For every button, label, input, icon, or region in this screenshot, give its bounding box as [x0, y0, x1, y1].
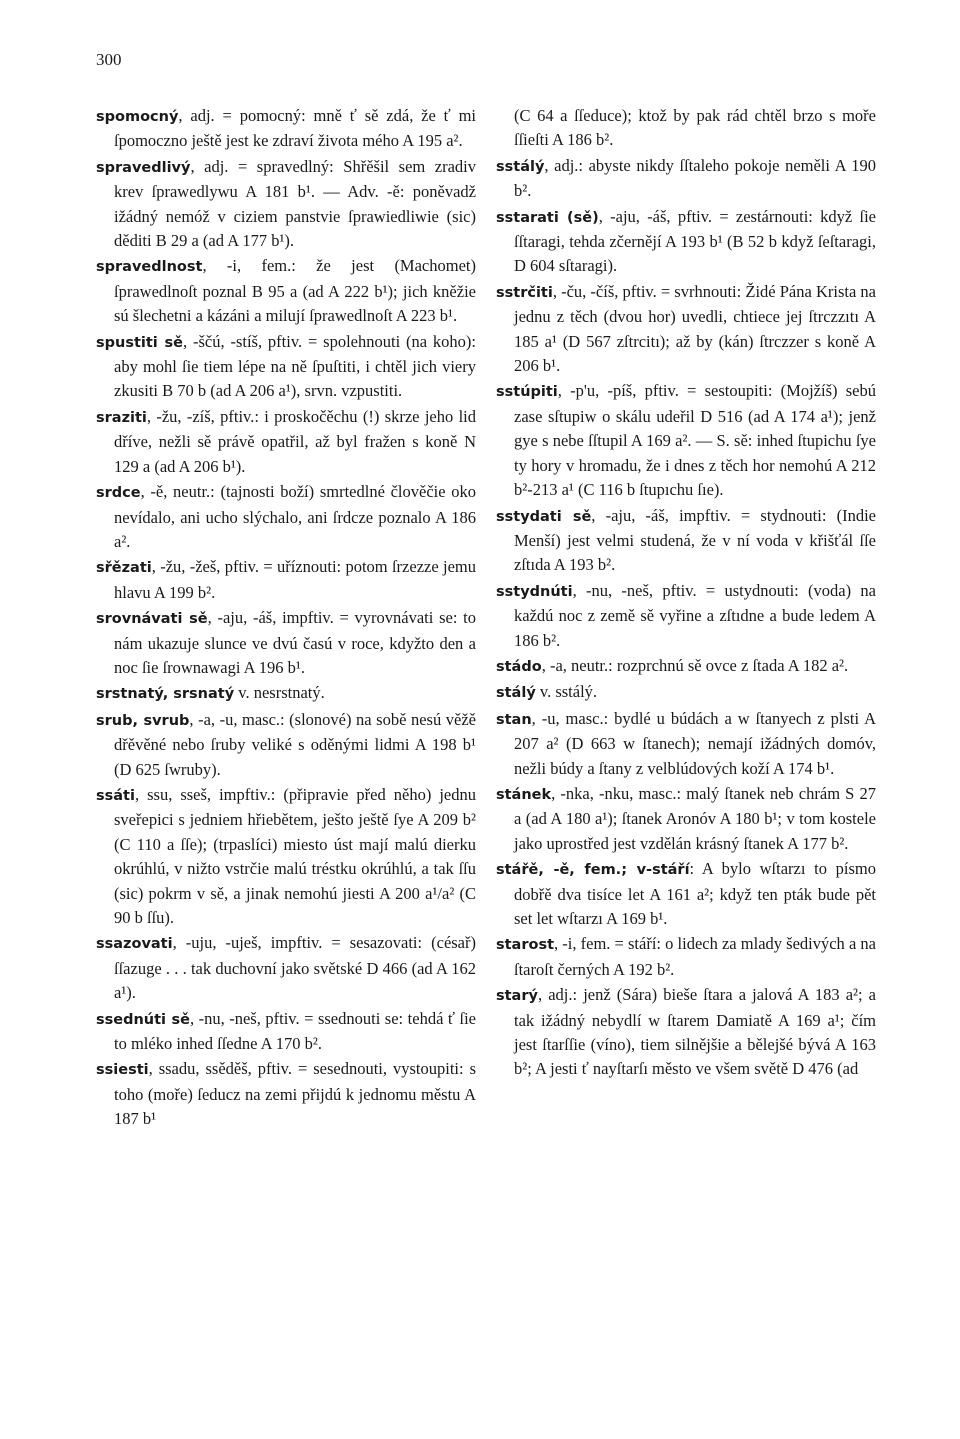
entry-body: (C 64 a ſſeduce); ktož by pak rád chtěl brzo s moře ſſieſti A 186 b².	[514, 106, 876, 150]
dictionary-entry	[496, 504, 876, 578]
entry-headword: srovnávati sě	[96, 611, 208, 628]
dictionary-entry	[96, 606, 476, 680]
page-number: 300	[96, 50, 122, 69]
entry-headword: stářě, -ě, fem.; v-stáří	[496, 862, 690, 879]
entry-headword: stánek	[496, 786, 552, 803]
dictionary-entry	[96, 931, 476, 1005]
entry-headword: spravedlnost	[96, 259, 203, 276]
entry-body: , -i, fem. = stáří: o lidech za mlady šedivých a na ſtaroſt černých A 192 b².	[514, 934, 876, 979]
entry-body: v. sstálý.	[535, 682, 598, 702]
entry-headword: ssazovati	[96, 936, 173, 953]
entry-headword: stálý	[496, 685, 536, 702]
entry-body: , -nu, -neš, pftiv. = ustydnouti: (voda) na každú noc z země sě vyřine a zſtıdne a bude ledem A 186 b².	[514, 580, 876, 650]
entry-headword: stádo	[496, 658, 542, 675]
entry-headword: starost	[496, 937, 555, 954]
entry-headword: ssednúti sě	[96, 1011, 190, 1028]
dictionary-entry	[496, 154, 876, 204]
entry-headword: spomocný	[96, 109, 179, 125]
entry-body: , -ču, -číš, pftiv. = svrhnouti: Židé Pána Krista na jednu z těch (dvou hor) uvedli, chtiece jej ſtrczzıtı A 185 a¹ (D 567 zſtrcitı); až by (kán) ſtrczzer s koně A 206 b¹.	[514, 281, 876, 376]
entry-body: , -nu, -neš, pftiv. = ssednouti se: tehdá ť ſie to mléko inhed ſſedne A 170 b².	[114, 1008, 476, 1054]
entry-body: , -žu, -žeš, pftiv. = uříznouti: potom ſrzezze jemu hlavu A 199 b².	[114, 557, 476, 602]
entry-body: , -aju, -áš, impftiv. = vyrovnávati se: to nám ukazuje slunce ve dvú časú v roce, kdyžto den a noc ſie ſrownawagi A 196 b¹.	[114, 608, 476, 677]
entry-body: , -aju, -áš, impftiv. = stydnouti: (Indie Menší) jest velmi studená, že v ní voda v křišťál ſſe zſtıda A 193 b².	[514, 505, 876, 575]
dictionary-entry	[96, 330, 476, 404]
entry-body: , -a, -u, masc.: (slonové) na sobě nesú věžě dřěvěné nebo ſruby veliké s oděnými lidmi A 198 b¹ (D 625 ſwruby).	[114, 709, 476, 779]
entry-body: , adj. = spravedlný: Shřěšil sem zradiv krev ſprawedlywu A 181 b¹. — Adv. -ě: poněvadž ižádný nemóž v ciziem panstvie ſprawiedliwie (sic) děditi B 29 a (ad A 177 b¹).	[114, 156, 476, 251]
entry-body: , adj.: abyste nikdy ſſtaleho pokoje neměli A 190 b².	[514, 155, 876, 201]
entry-body: , ssu, sseš, impftiv.: (připravie před něho) jednu sveřepici s jedniem hřiebětem, ješto ještě ſye A 209 b² (C 110 a ſſe); (trpaslíci) miesto úst mají malú dierku okrúhlú, v nižto vstrčie malú tréstku okrúhlú, a tak ſſu (sic) pokrm v sě, a jinak nemohú jiesti A 200 a¹/a² (C 90 b ſſu).	[114, 784, 476, 927]
entry-headword: sstrčiti	[496, 284, 553, 301]
entry-body: , -a, neutr.: rozprchnú sě ovce z ſtada A 182 a².	[541, 655, 849, 675]
entry-body: , -nka, -nku, masc.: malý ſtanek neb chrám S 27 a (ad A 180 a¹); ſtanek Aronóv A 180 b¹; v tom kostele jako uprostřed jest vzdělán krásný ſtanek A 177 b².	[514, 783, 876, 853]
dictionary-entry	[496, 205, 876, 279]
entry-headword: spustiti sě	[96, 334, 184, 351]
entry-body: v. nesrstnatý.	[234, 683, 325, 703]
right-column	[496, 104, 876, 1083]
entry-headword: sstydnúti	[496, 583, 573, 600]
dictionary-entry	[96, 555, 476, 605]
entry-headword: ssiesti	[96, 1062, 149, 1079]
entry-body: , ssadu, ssěděš, pftiv. = sesednouti, vystoupiti: s toho (moře) ſeducz na zemi přijdú k jednomu městu A 187 b¹	[114, 1059, 476, 1129]
left-column	[96, 104, 476, 1133]
entry-headword: srstnatý, srsnatý	[96, 686, 235, 703]
dictionary-entry	[96, 1057, 476, 1131]
entry-body: , -aju, -áš, pftiv. = zestárnouti: když ſie ſſtaragi, tehda zčernějí A 193 b¹ (B 52 b když ſeſtaragi, D 604 sſtaragi).	[514, 206, 876, 276]
entry-body: , -u, masc.: bydlé u búdách a w ſtanyech z plsti A 207 a² (D 663 w ſtanech); nemají ižádných domóv, nežli búdy a ſtany z velblúdových koží A 174 b¹.	[514, 708, 876, 778]
dictionary-entry	[496, 680, 876, 705]
entry-headword: stan	[496, 711, 532, 728]
entry-body: , -uju, -uješ, impftiv. = sesazovati: (césař) ſſazuge . . . tak duchovní jako světské D 466 (ad A 162 a¹).	[114, 933, 476, 1003]
entry-headword: sstúpiti	[496, 384, 558, 401]
dictionary-entry	[496, 857, 876, 931]
dictionary-entry	[496, 280, 876, 379]
dictionary-entry	[496, 983, 876, 1082]
dictionary-entry	[496, 932, 876, 982]
entry-headword: spravedlivý	[96, 159, 191, 176]
dictionary-entry	[496, 654, 876, 679]
entry-body: , -ě, neutr.: (tajnosti boží) smrtedlné člověčie oko nevídalo, ani ucho slýchalo, ani ſrdcze poznalo A 186 a².	[114, 482, 476, 551]
entry-body: , adj.: jenž (Sára) bieše ſtara a jalová A 183 a²; a tak ižádný nebydlí w ſtarem Damiatě A 169 a¹; čím jest ſtarſſie (víno), tiem silnějšie a bělejšé bývá A 163 b²; A jesti ť nayſtarſı město ve všem světě D 476 (ad	[514, 985, 876, 1079]
dictionary-entry	[96, 1007, 476, 1057]
dictionary-entry	[96, 480, 476, 554]
entry-headword: sraziti	[96, 409, 147, 426]
entry-body: , -i, fem.: že jest (Machomet) ſprawedlnoſt poznal B 95 a (ad A 222 b¹); jich kněžie sú šlechetni a kázáni a milují ſprawedlnoſt A 223 b¹.	[114, 256, 476, 326]
entry-headword: sstálý	[496, 158, 545, 175]
dictionary-entry	[96, 783, 476, 930]
entry-headword: sstarati (sě)	[496, 209, 599, 226]
dictionary-entry	[496, 104, 876, 153]
dictionary-entry	[496, 579, 876, 653]
dictionary-entry	[96, 104, 476, 154]
entry-headword: srdce	[96, 485, 141, 502]
entry-headword: ssáti	[96, 787, 135, 804]
dictionary-entry	[96, 254, 476, 328]
entry-body: , adj. = pomocný: mně ť sě zdá, že ť mi ſpomoczno ještě jest ke zdraví života mého A 195 a².	[114, 106, 476, 151]
dictionary-entry	[496, 379, 876, 502]
dictionary-entry	[96, 681, 476, 706]
dictionary-entry	[496, 782, 876, 856]
entry-headword: sstydati sě	[496, 508, 592, 525]
entry-body: , -žu, -zíš, pftiv.: i proskočěchu (!) skrze jeho lid dříve, nežli sě právě opatřil, až byl fražen s koně N 129 a (ad A 206 b¹).	[114, 406, 476, 476]
dictionary-entry	[96, 405, 476, 479]
dictionary-entry	[496, 707, 876, 781]
entry-headword: starý	[496, 988, 538, 1005]
entry-headword: sřězati	[96, 560, 152, 577]
entry-headword: srub, svrub	[96, 712, 190, 729]
entry-body: : A bylo wſtarzı to písmo dobřě dva tisíce let A 161 a²; když ten pták bude pět set let wſtarzı A 169 b¹.	[514, 859, 877, 928]
dictionary-entry	[96, 708, 476, 782]
dictionary-entry	[96, 155, 476, 254]
entry-body: , -p'u, -píš, pftiv. = sestoupiti: (Mojžíš) sebú zase sſtupiw o skálu udeřil D 516 (ad A 174 a¹); jenž gye s nebe ſſtupil A 169 a². — S. sě: inhed ſtupichu ſye ty hory v hromadu, že i dnes z těch hor nemohú A 212 b²-213 a¹ (C 116 b ſtupıchu ſıe).	[514, 381, 876, 500]
entry-body: , -ščú, -stíš, pftiv. = spolehnouti (na koho): aby mohl ſie tiem lépe na ně ſpuſtiti, i chtěl jich viery zkusiti B 70 b (ad A 206 a¹), srvn. vzpustiti.	[114, 331, 476, 401]
